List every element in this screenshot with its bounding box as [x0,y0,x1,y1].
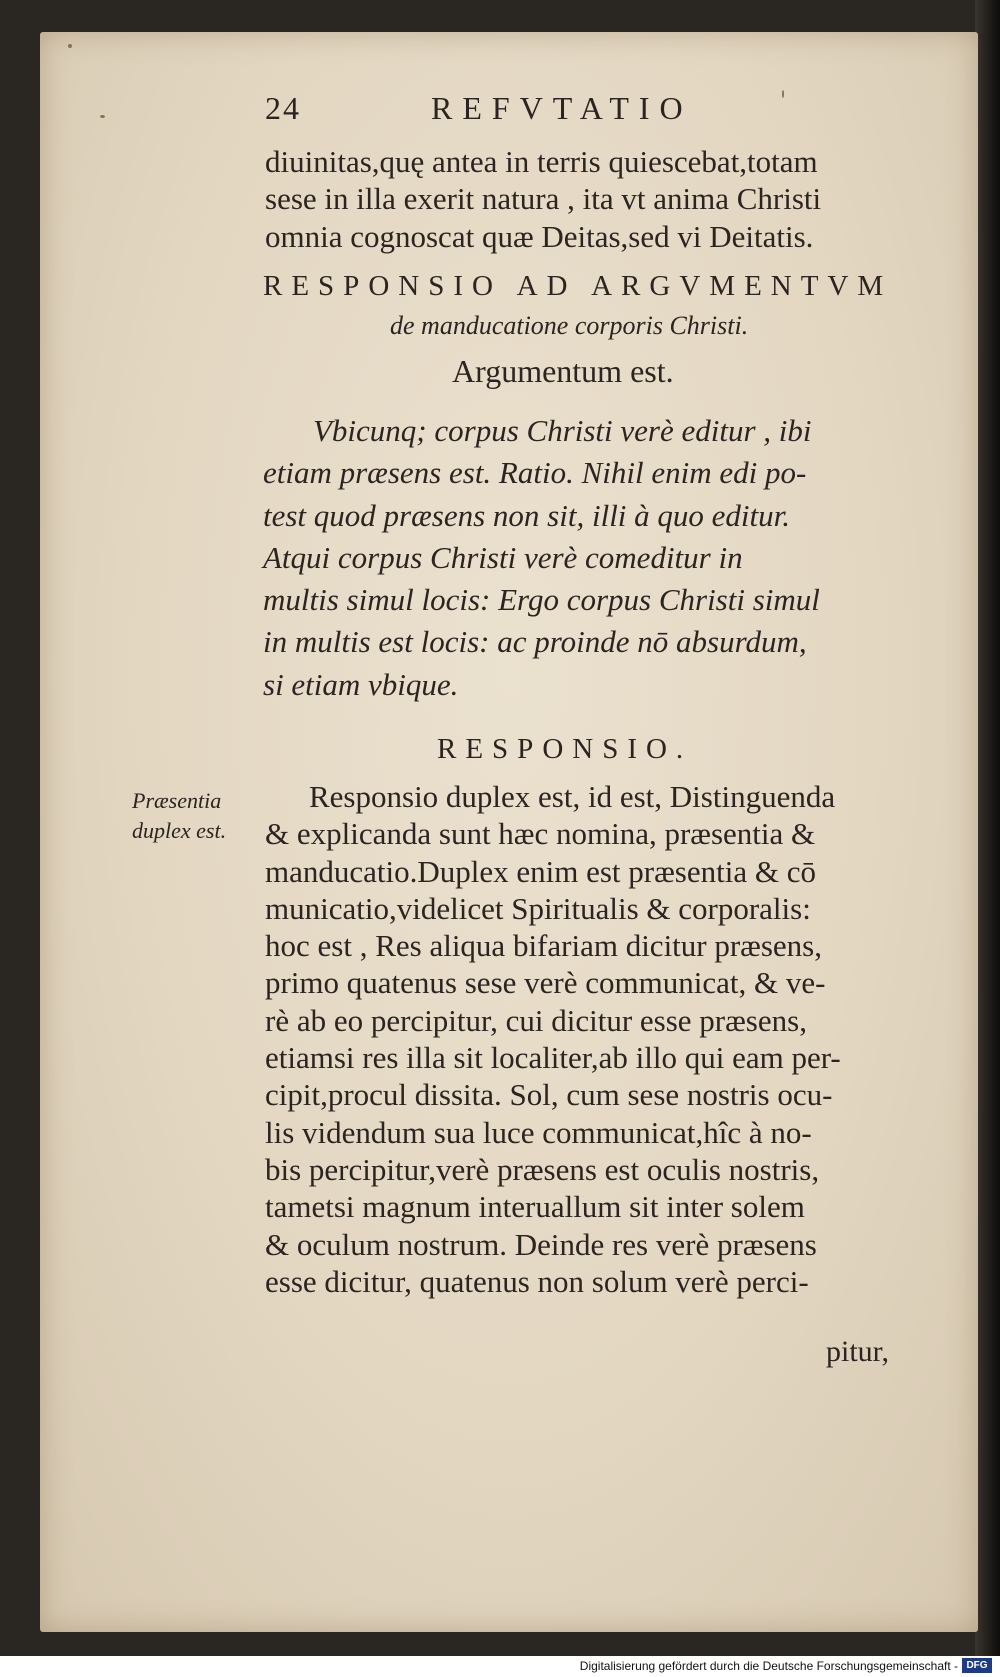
text-line: omnia cognoscat quæ Deitas,sed vi Deitatis. [265,218,814,254]
response-heading: RESPONSIO. [437,733,693,765]
paper-speck [782,90,784,98]
opening-paragraph [265,143,821,255]
marginal-note-line: duplex est. [132,818,227,843]
text-line: primo quatenus sese verè communicat, & ve- [265,965,826,1001]
text-line: cipit,procul dissita. Sol, cum sese nostris ocu- [265,1077,833,1113]
text-line: sese in illa exerit natura , ita vt anima Christi [265,181,822,217]
text-line: etiamsi res illa sit localiter,ab illo qui eam per- [265,1040,841,1076]
text-line: hoc est , Res aliqua bifariam dicitur præsens, [265,928,823,964]
text-line: lis videndum sua luce communicat,hîc à no- [265,1114,812,1150]
text-line: bis percipitur,verè præsens est oculis nostris, [265,1151,820,1187]
text-line: in multis est locis: ac proinde nō absurdum, [263,624,807,660]
running-title: REFVTATIO [431,90,693,126]
text-line: diuinitas,quę antea in terris quiescebat,totam [265,144,818,179]
paper-speck [100,115,105,118]
text-line: Responsio duplex est, id est, Distinguenda [309,779,836,814]
section-subheading: de manducatione corporis Christi. [390,311,749,340]
page-header [265,90,693,127]
text-line: tametsi magnum interuallum sit inter solem [265,1189,805,1225]
text-line: municatio,videlicet Spiritualis & corporalis: [265,890,811,926]
book-edge [975,0,1000,1656]
page-number: 24 [265,90,301,126]
text-line: & oculum nostrum. Deinde res verè præsens [265,1226,817,1262]
text-line: multis simul locis: Ergo corpus Christi simul [263,582,820,618]
text-line: Atqui corpus Christi verè comeditur in [263,539,743,575]
text-line: rè ab eo percipitur, cui dicitur esse præsens, [265,1002,807,1038]
section-heading: RESPONSIO AD ARGVMENTVM [263,270,893,302]
response-paragraph [265,778,841,1300]
dfg-logo-icon: DFG [962,1658,992,1673]
paper-speck [68,44,72,48]
marginal-note [132,786,226,846]
text-line: manducatio.Duplex enim est præsentia & cō [265,853,816,889]
text-line: test quod præsens non sit, illi à quo editur. [263,497,791,533]
footer-credit: Digitalisierung gefördert durch die Deutsche Forschungsgemeinschaft - [579,1659,958,1673]
text-line: si etiam vbique. [263,666,459,702]
argument-paragraph [263,410,820,706]
text-line: etiam præsens est. Ratio. Nihil enim edi po- [263,455,807,491]
marginal-note-line: Præsentia [132,788,222,813]
text-line: Vbicunq; corpus Christi verè editur , ibi [313,413,812,448]
catchword: pitur, [826,1335,889,1368]
text-line: & explicanda sunt hæc nomina, præsentia & [265,816,816,852]
text-line: esse dicitur, quatenus non solum verè perci- [265,1263,809,1299]
argument-heading: Argumentum est. [452,353,674,389]
